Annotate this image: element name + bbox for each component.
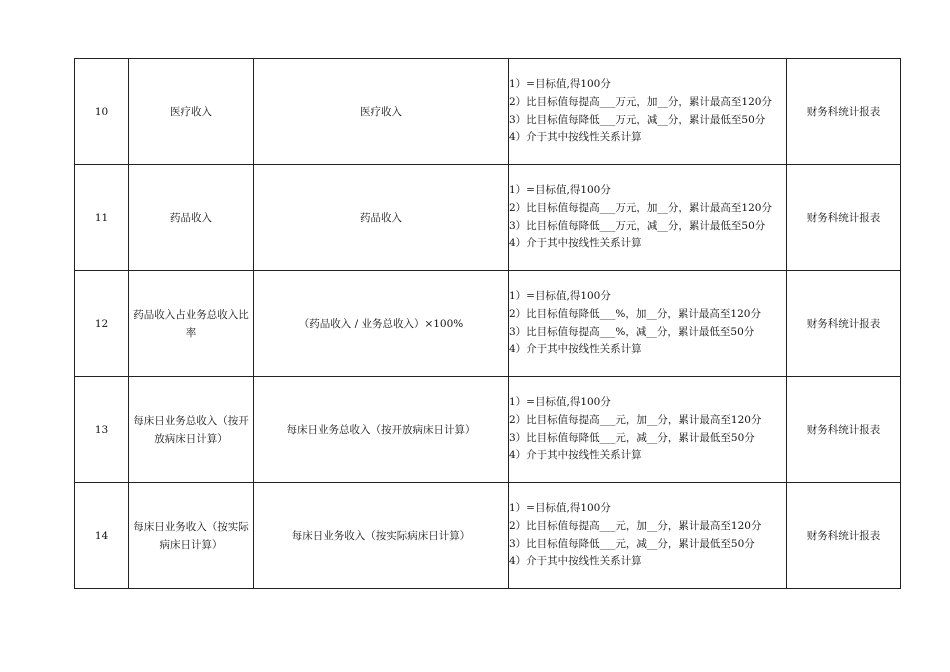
indicator-name: 每床日业务总收入（按开放病床日计算） bbox=[129, 377, 254, 483]
scoring-rules bbox=[509, 271, 787, 377]
data-source: 财务科统计报表 bbox=[787, 377, 901, 483]
scoring-rules bbox=[509, 483, 787, 589]
indicator-name: 药品收入占业务总收入比率 bbox=[129, 271, 254, 377]
table-row bbox=[75, 377, 901, 483]
indicator-name: 每床日业务收入（按实际病床日计算） bbox=[129, 483, 254, 589]
data-source: 财务科统计报表 bbox=[787, 59, 901, 165]
table-row bbox=[75, 165, 901, 271]
scoring-rule: 1）=目标值,得100分 bbox=[509, 290, 611, 303]
row-number: 12 bbox=[75, 271, 129, 377]
data-source: 财务科统计报表 bbox=[787, 483, 901, 589]
scoring-rules bbox=[509, 165, 787, 271]
row-number: 10 bbox=[75, 59, 129, 165]
table-row bbox=[75, 59, 901, 165]
scoring-rule: 3）比目标值每提高___%，减__分，累计最低至50分 bbox=[509, 325, 755, 338]
indicator-name: 医疗收入 bbox=[129, 59, 254, 165]
scoring-rules bbox=[509, 59, 787, 165]
table-row bbox=[75, 271, 901, 377]
scoring-rules bbox=[509, 377, 787, 483]
scoring-rule: 4）介于其中按线性关系计算 bbox=[509, 449, 642, 462]
indicator-formula: 药品收入 bbox=[254, 165, 509, 271]
row-number: 14 bbox=[75, 483, 129, 589]
scoring-rule: 2）比目标值每提高___万元，加__分，累计最高至120分 bbox=[509, 95, 772, 108]
scoring-rule: 4）介于其中按线性关系计算 bbox=[509, 237, 642, 250]
table-row bbox=[75, 483, 901, 589]
scoring-rule: 4）介于其中按线性关系计算 bbox=[509, 131, 642, 144]
scoring-rule: 2）比目标值每提高___万元，加__分，累计最高至120分 bbox=[509, 201, 772, 214]
data-source: 财务科统计报表 bbox=[787, 165, 901, 271]
scoring-rule: 1）=目标值,得100分 bbox=[509, 184, 611, 197]
row-number: 13 bbox=[75, 377, 129, 483]
data-source: 财务科统计报表 bbox=[787, 271, 901, 377]
indicator-formula: 医疗收入 bbox=[254, 59, 509, 165]
scoring-rule: 3）比目标值每降低___元，减__分，累计最低至50分 bbox=[509, 431, 755, 444]
indicator-formula: 每床日业务收入（按实际病床日计算） bbox=[254, 483, 509, 589]
scoring-rule: 4）介于其中按线性关系计算 bbox=[509, 343, 642, 356]
scoring-rule: 1）=目标值,得100分 bbox=[509, 78, 611, 91]
scoring-rule: 2）比目标值每降低___%，加__分，累计最高至120分 bbox=[509, 307, 761, 320]
scoring-rule: 3）比目标值每降低___元，减__分，累计最低至50分 bbox=[509, 537, 755, 550]
scoring-rule: 2）比目标值每提高___元，加__分，累计最高至120分 bbox=[509, 519, 762, 532]
scoring-rule: 1）=目标值,得100分 bbox=[509, 502, 611, 515]
scoring-rule: 3）比目标值每降低___万元，减__分，累计最低至50分 bbox=[509, 113, 766, 126]
indicator-formula: （药品收入 / 业务总收入）×100% bbox=[254, 271, 509, 377]
scoring-rule: 4）介于其中按线性关系计算 bbox=[509, 555, 642, 568]
row-number: 11 bbox=[75, 165, 129, 271]
indicator-name: 药品收入 bbox=[129, 165, 254, 271]
scoring-rule: 1）=目标值,得100分 bbox=[509, 396, 611, 409]
indicator-table-body bbox=[75, 59, 901, 589]
scoring-rule: 3）比目标值每降低___万元，减__分，累计最低至50分 bbox=[509, 219, 766, 232]
indicator-formula: 每床日业务总收入（按开放病床日计算） bbox=[254, 377, 509, 483]
scoring-rule: 2）比目标值每提高___元，加__分，累计最高至120分 bbox=[509, 413, 762, 426]
indicator-table bbox=[74, 58, 901, 589]
